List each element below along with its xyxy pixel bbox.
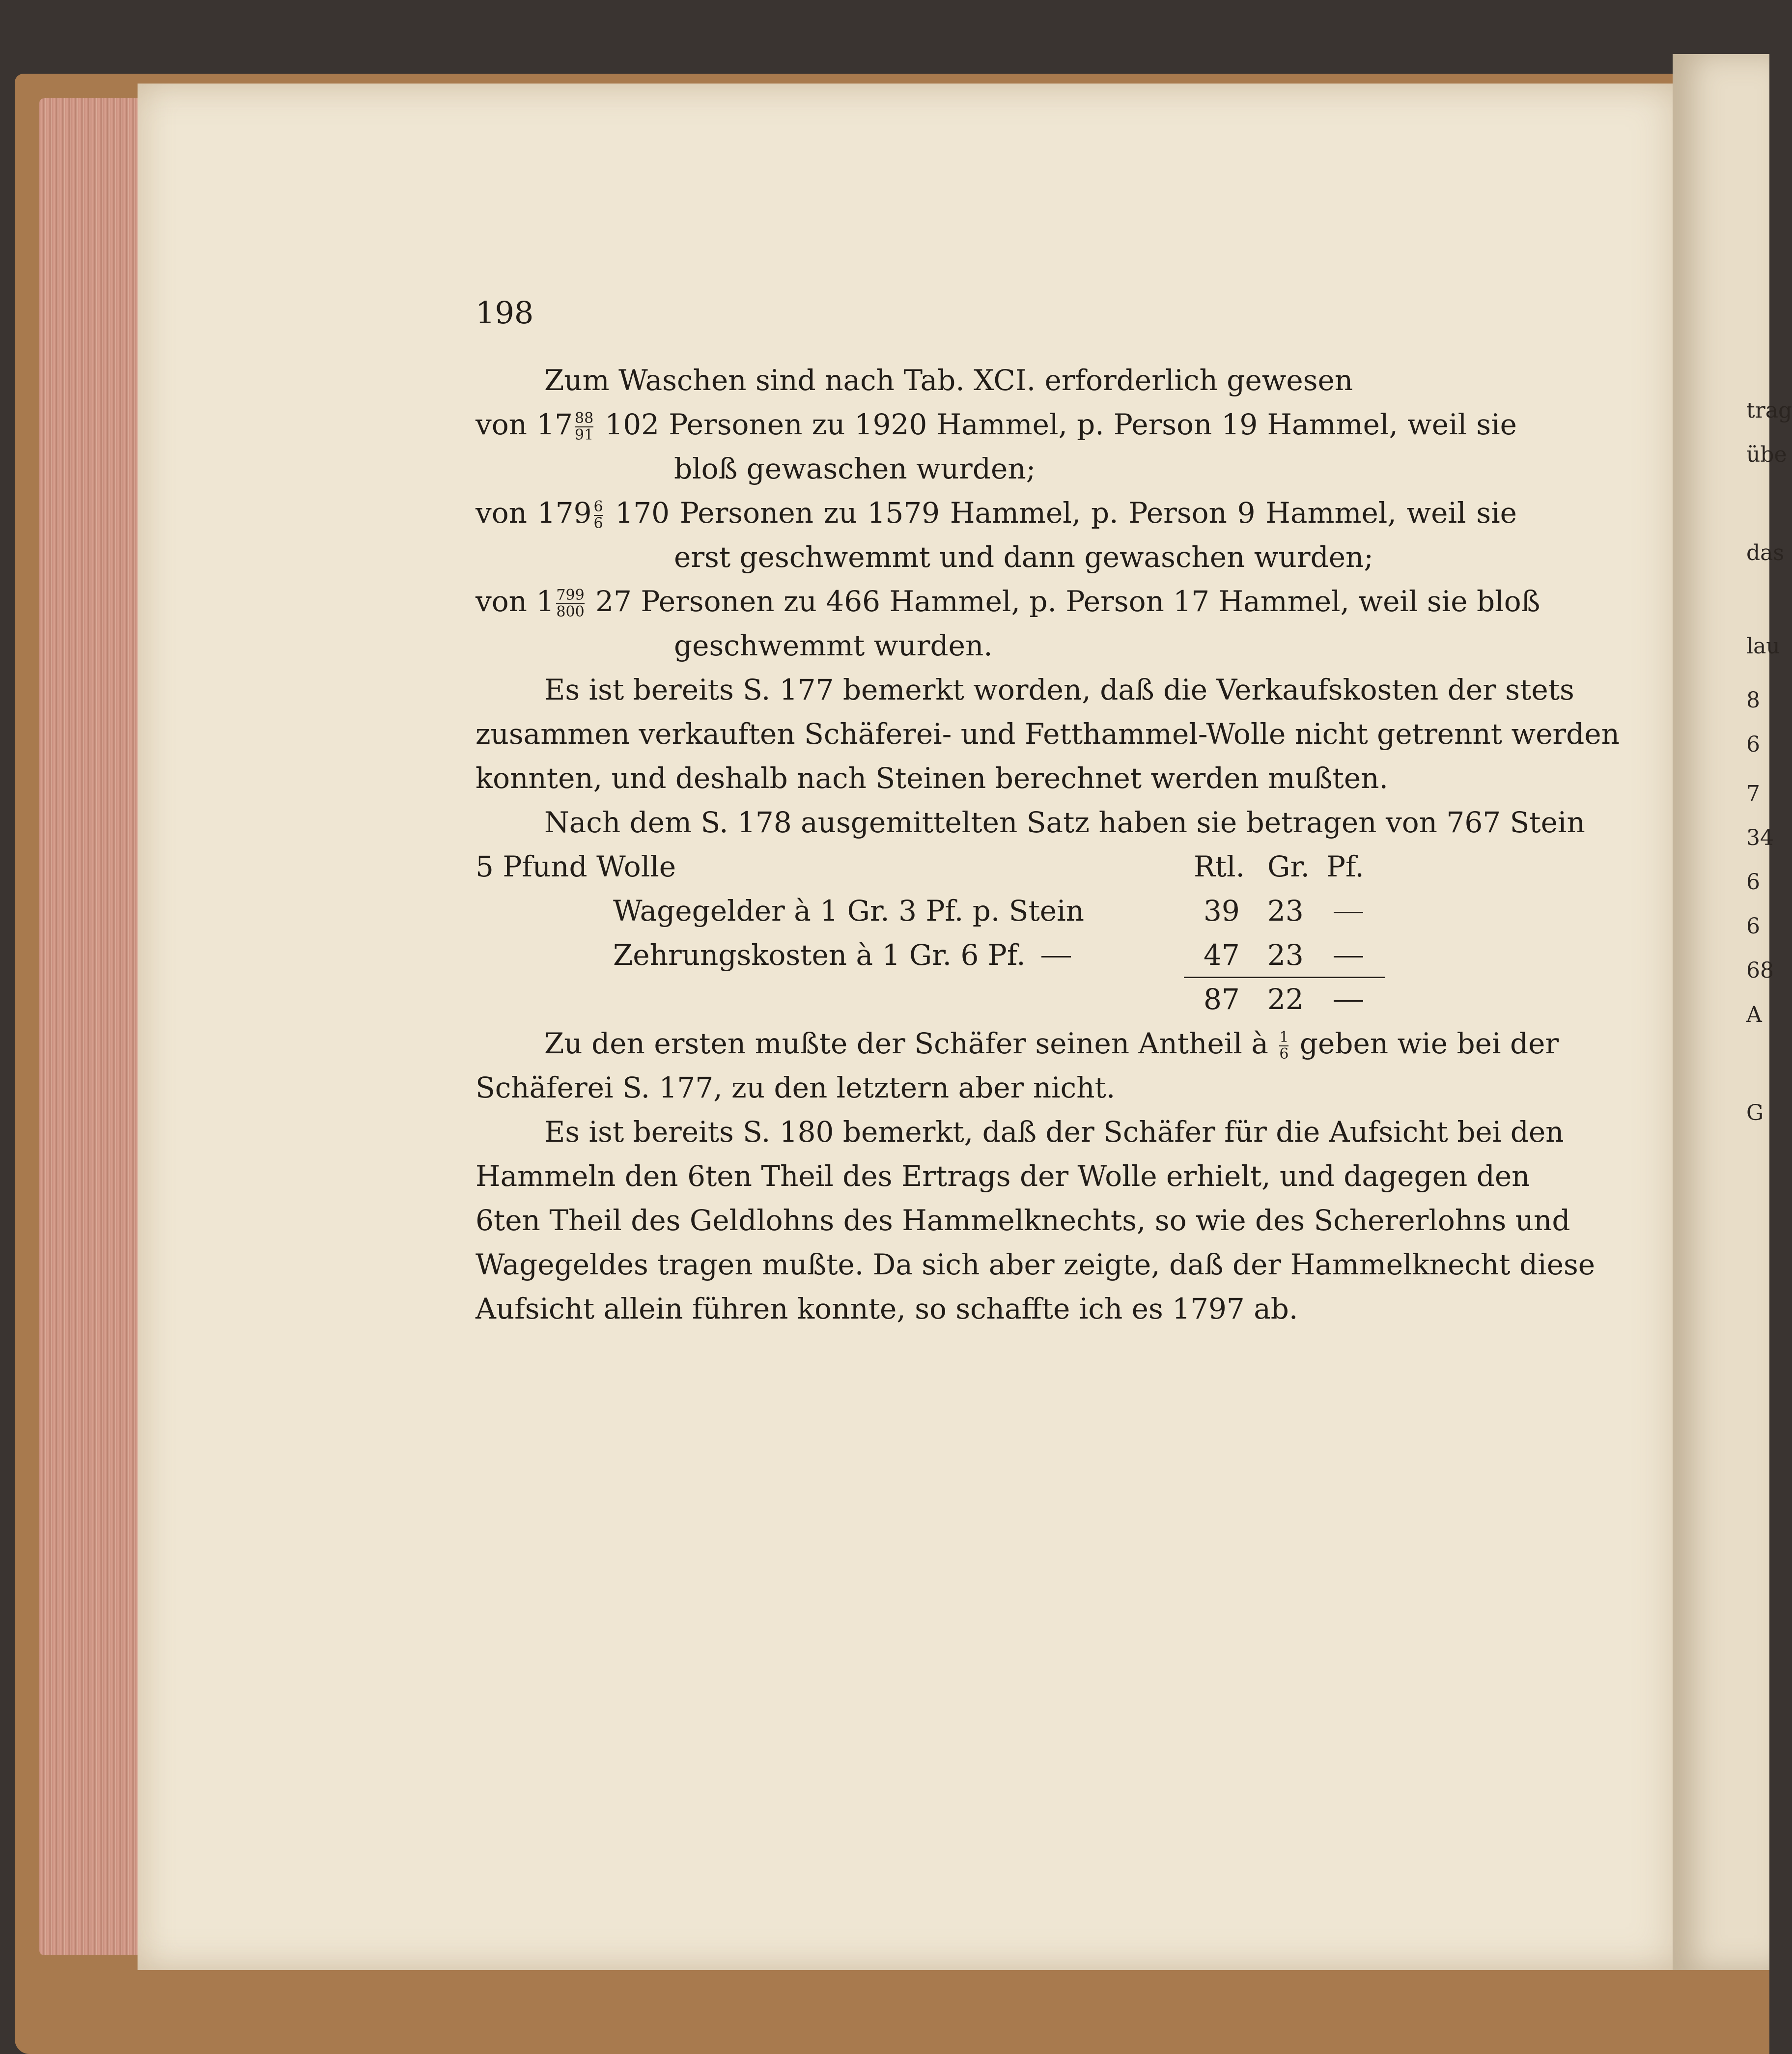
next-page-fragment: 68 <box>1746 958 1774 983</box>
text-line: Zu den ersten mußte der Schäfer seinen Antheil à $\frac{1}{6}$ geben wie bei der <box>544 1027 1559 1063</box>
next-page-fragment: 8 <box>1746 688 1760 713</box>
text-line: Nach dem S. 178 ausgemittelten Satz haben sie betragen von 767 Stein <box>544 806 1585 839</box>
next-page-fragment: 34 <box>1746 825 1774 850</box>
table-header-gr: Gr. <box>1267 850 1310 883</box>
fraction: $\frac{1}{6}$ <box>1279 1028 1289 1063</box>
next-page-fragment: A <box>1746 1002 1762 1027</box>
text-line: Es ist bereits S. 180 bemerkt, daß der Schäfer für die Aufsicht bei den <box>544 1115 1564 1149</box>
next-page-fragment: 6 <box>1746 732 1760 757</box>
text-line: von 179 $\frac{6}{6}$ 170 Personen zu 1579 Hammel, p. Person 9 Hammel, weil sie <box>476 496 1517 532</box>
text-line: geschwemmt wurden. <box>674 629 993 662</box>
text-line: 5 Pfund Wolle <box>476 850 676 883</box>
text-line: von 17 $\frac{88}{91}$ 102 Personen zu 1920 Hammel, p. Person 19 Hammel, weil sie <box>476 408 1517 444</box>
fraction: $\frac{6}{6}$ <box>593 498 603 532</box>
fraction: $\frac{88}{91}$ <box>575 409 594 444</box>
table-cell-pf-dash <box>1334 912 1363 913</box>
text-line: Schäferei S. 177, zu den letztern aber nicht. <box>476 1071 1116 1104</box>
table-row-label: Zehrungskosten à 1 Gr. 6 Pf. <box>613 938 1026 972</box>
text-line: zusammen verkauften Schäferei- und Fetthammel-Wolle nicht getrennt werden <box>476 717 1620 751</box>
next-page-fragment: 7 <box>1746 781 1760 806</box>
leader-dash <box>1041 956 1071 957</box>
text-line: konnten, und deshalb nach Steinen berechnet werden mußten. <box>476 761 1388 795</box>
text-line: erst geschwemmt und dann gewaschen wurden; <box>674 540 1373 574</box>
table-header-pf: Pf. <box>1326 850 1364 883</box>
table-total-pf-dash <box>1334 1000 1363 1002</box>
next-page-fragment: 6 <box>1746 870 1760 895</box>
next-page-fragment: 6 <box>1746 914 1760 939</box>
text-line: von 1 $\frac{799}{800}$ 27 Personen zu 466 Hammel, p. Person 17 Hammel, weil sie bloß <box>476 585 1540 620</box>
next-page-fragment: trag <box>1746 398 1792 423</box>
table-cell-pf-dash <box>1334 956 1363 957</box>
table-cell-gr: 23 <box>1267 894 1304 928</box>
text-line: Hammeln den 6ten Theil des Ertrags der Wolle erhielt, und dagegen den <box>476 1159 1530 1193</box>
table-total-gr: 22 <box>1267 983 1304 1016</box>
next-page-fragment: übe <box>1746 442 1787 467</box>
text-line: 6ten Theil des Geldlohns des Hammelknechts, so wie des Schererlohns und <box>476 1204 1570 1237</box>
page-number: 198 <box>476 295 534 331</box>
table-header-rtl: Rtl. <box>1194 850 1245 883</box>
text-line: Zum Waschen sind nach Tab. XCI. erforderlich gewesen <box>544 364 1353 397</box>
text-line: bloß gewaschen wurden; <box>674 452 1036 485</box>
text-line: Wagegeldes tragen mußte. Da sich aber zeigte, daß der Hammelknecht diese <box>476 1248 1596 1281</box>
table-cell-rtl: 47 <box>1204 938 1240 972</box>
text-line: Aufsicht allein führen konnte, so schaffte ich es 1797 ab. <box>476 1292 1298 1325</box>
table-cell-gr: 23 <box>1267 938 1304 972</box>
table-cell-rtl: 39 <box>1204 894 1240 928</box>
next-page-fragment: das <box>1746 540 1784 565</box>
text-line: Es ist bereits S. 177 bemerkt worden, daß die Verkaufskosten der stets <box>544 673 1574 706</box>
table-row-label: Wagegelder à 1 Gr. 3 Pf. p. Stein <box>613 894 1085 928</box>
sum-rule <box>1184 977 1385 978</box>
next-page-fragment: lau <box>1746 634 1780 659</box>
fraction: $\frac{799}{800}$ <box>556 586 585 620</box>
next-page-edge <box>1673 54 1792 1970</box>
page-edges <box>39 98 142 1955</box>
next-page-fragment: G <box>1746 1100 1764 1125</box>
table-total-rtl: 87 <box>1204 983 1240 1016</box>
